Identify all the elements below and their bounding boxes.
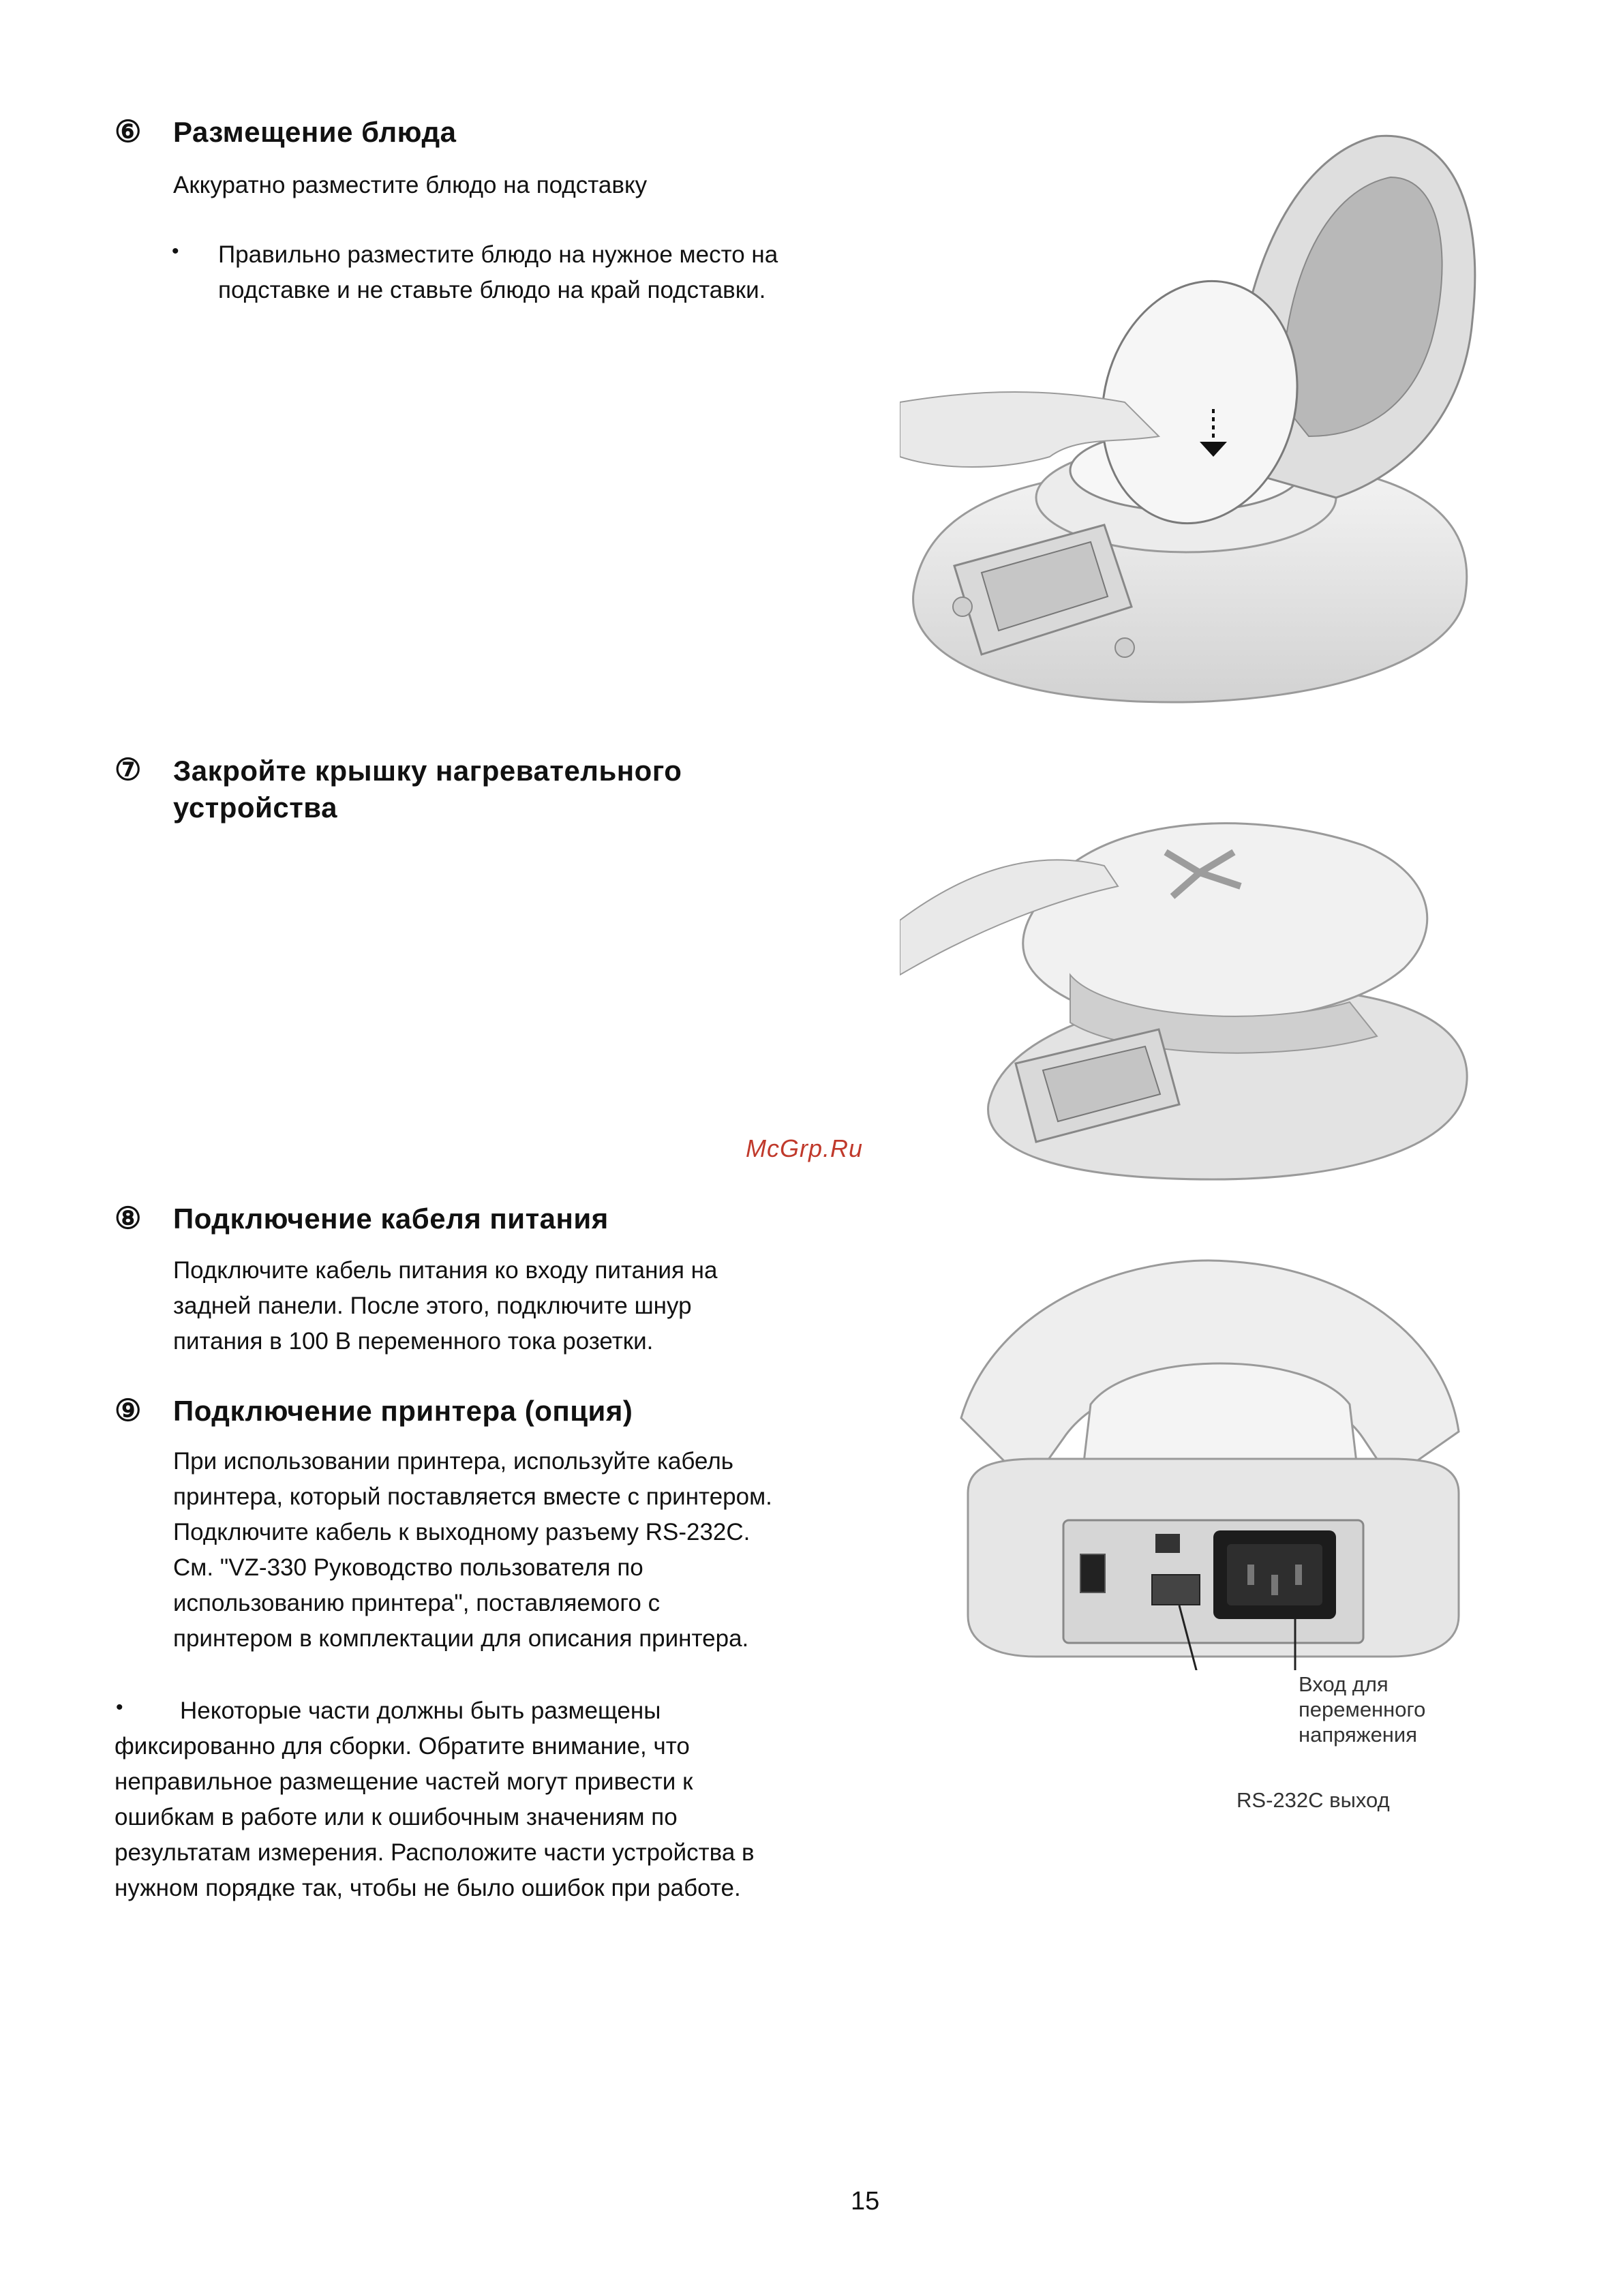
section-title-dish-placement: Размещение блюда (173, 116, 457, 148)
section-title-printer: Подключение принтера (опция) (173, 1395, 633, 1427)
illustration-rear-panel (954, 1234, 1472, 1670)
section-body-power-cable: Подключите кабель питания ко входу питания на задней панели. После этого, подключите шнур питания в 100 В переменного тока розетки. (173, 1257, 718, 1355)
section-body-printer: При использовании принтера, используйте кабель принтера, который поставляется вместе с принтером. Подключите кабель к выходному разъему RS-232C. См. "VZ-330 Руководство пользователя по использованию принтера", поставляемого с принтером в комплектации для описания принтера. (173, 1448, 772, 1652)
label-ac-input: Вход для переменного напряжения (1299, 1672, 1426, 1747)
step-marker-6: ⑥ (115, 115, 142, 149)
page-number: 15 (851, 2187, 880, 2216)
watermark: McGrp.Ru (746, 1134, 864, 1162)
section-body-dish-placement: Аккуратно разместите блюдо на подставку (173, 172, 648, 198)
step-marker-8: ⑧ (115, 1202, 142, 1235)
step-marker-9: ⑨ (115, 1394, 142, 1428)
note-bullet: • (172, 240, 179, 262)
section-title-power-cable: Подключение кабеля питания (173, 1203, 609, 1235)
section-title-close-lid: Закройте крышку нагревательного устройства (173, 755, 682, 824)
final-note: Некоторые части должны быть размещены фиксированно для сборки. Обратите внимание, что неправильное размещение частей могут привести к ошибкам в работе или к ошибочным значениям по результатам измерения. Расположите части устройства в нужном порядке так, чтобы не было ошибок при работе. (115, 1697, 755, 1901)
step-marker-7: ⑦ (115, 753, 142, 787)
note-dish-placement: Правильно разместите блюдо на нужное место на подставке и не ставьте блюдо на край подставки. (218, 241, 778, 303)
final-note-bullet: • (116, 1696, 123, 1719)
label-rs232-output: RS-232C выход (1237, 1788, 1390, 1812)
illustration-lid-closed (900, 750, 1500, 1186)
illustration-dish-placement (900, 116, 1500, 729)
